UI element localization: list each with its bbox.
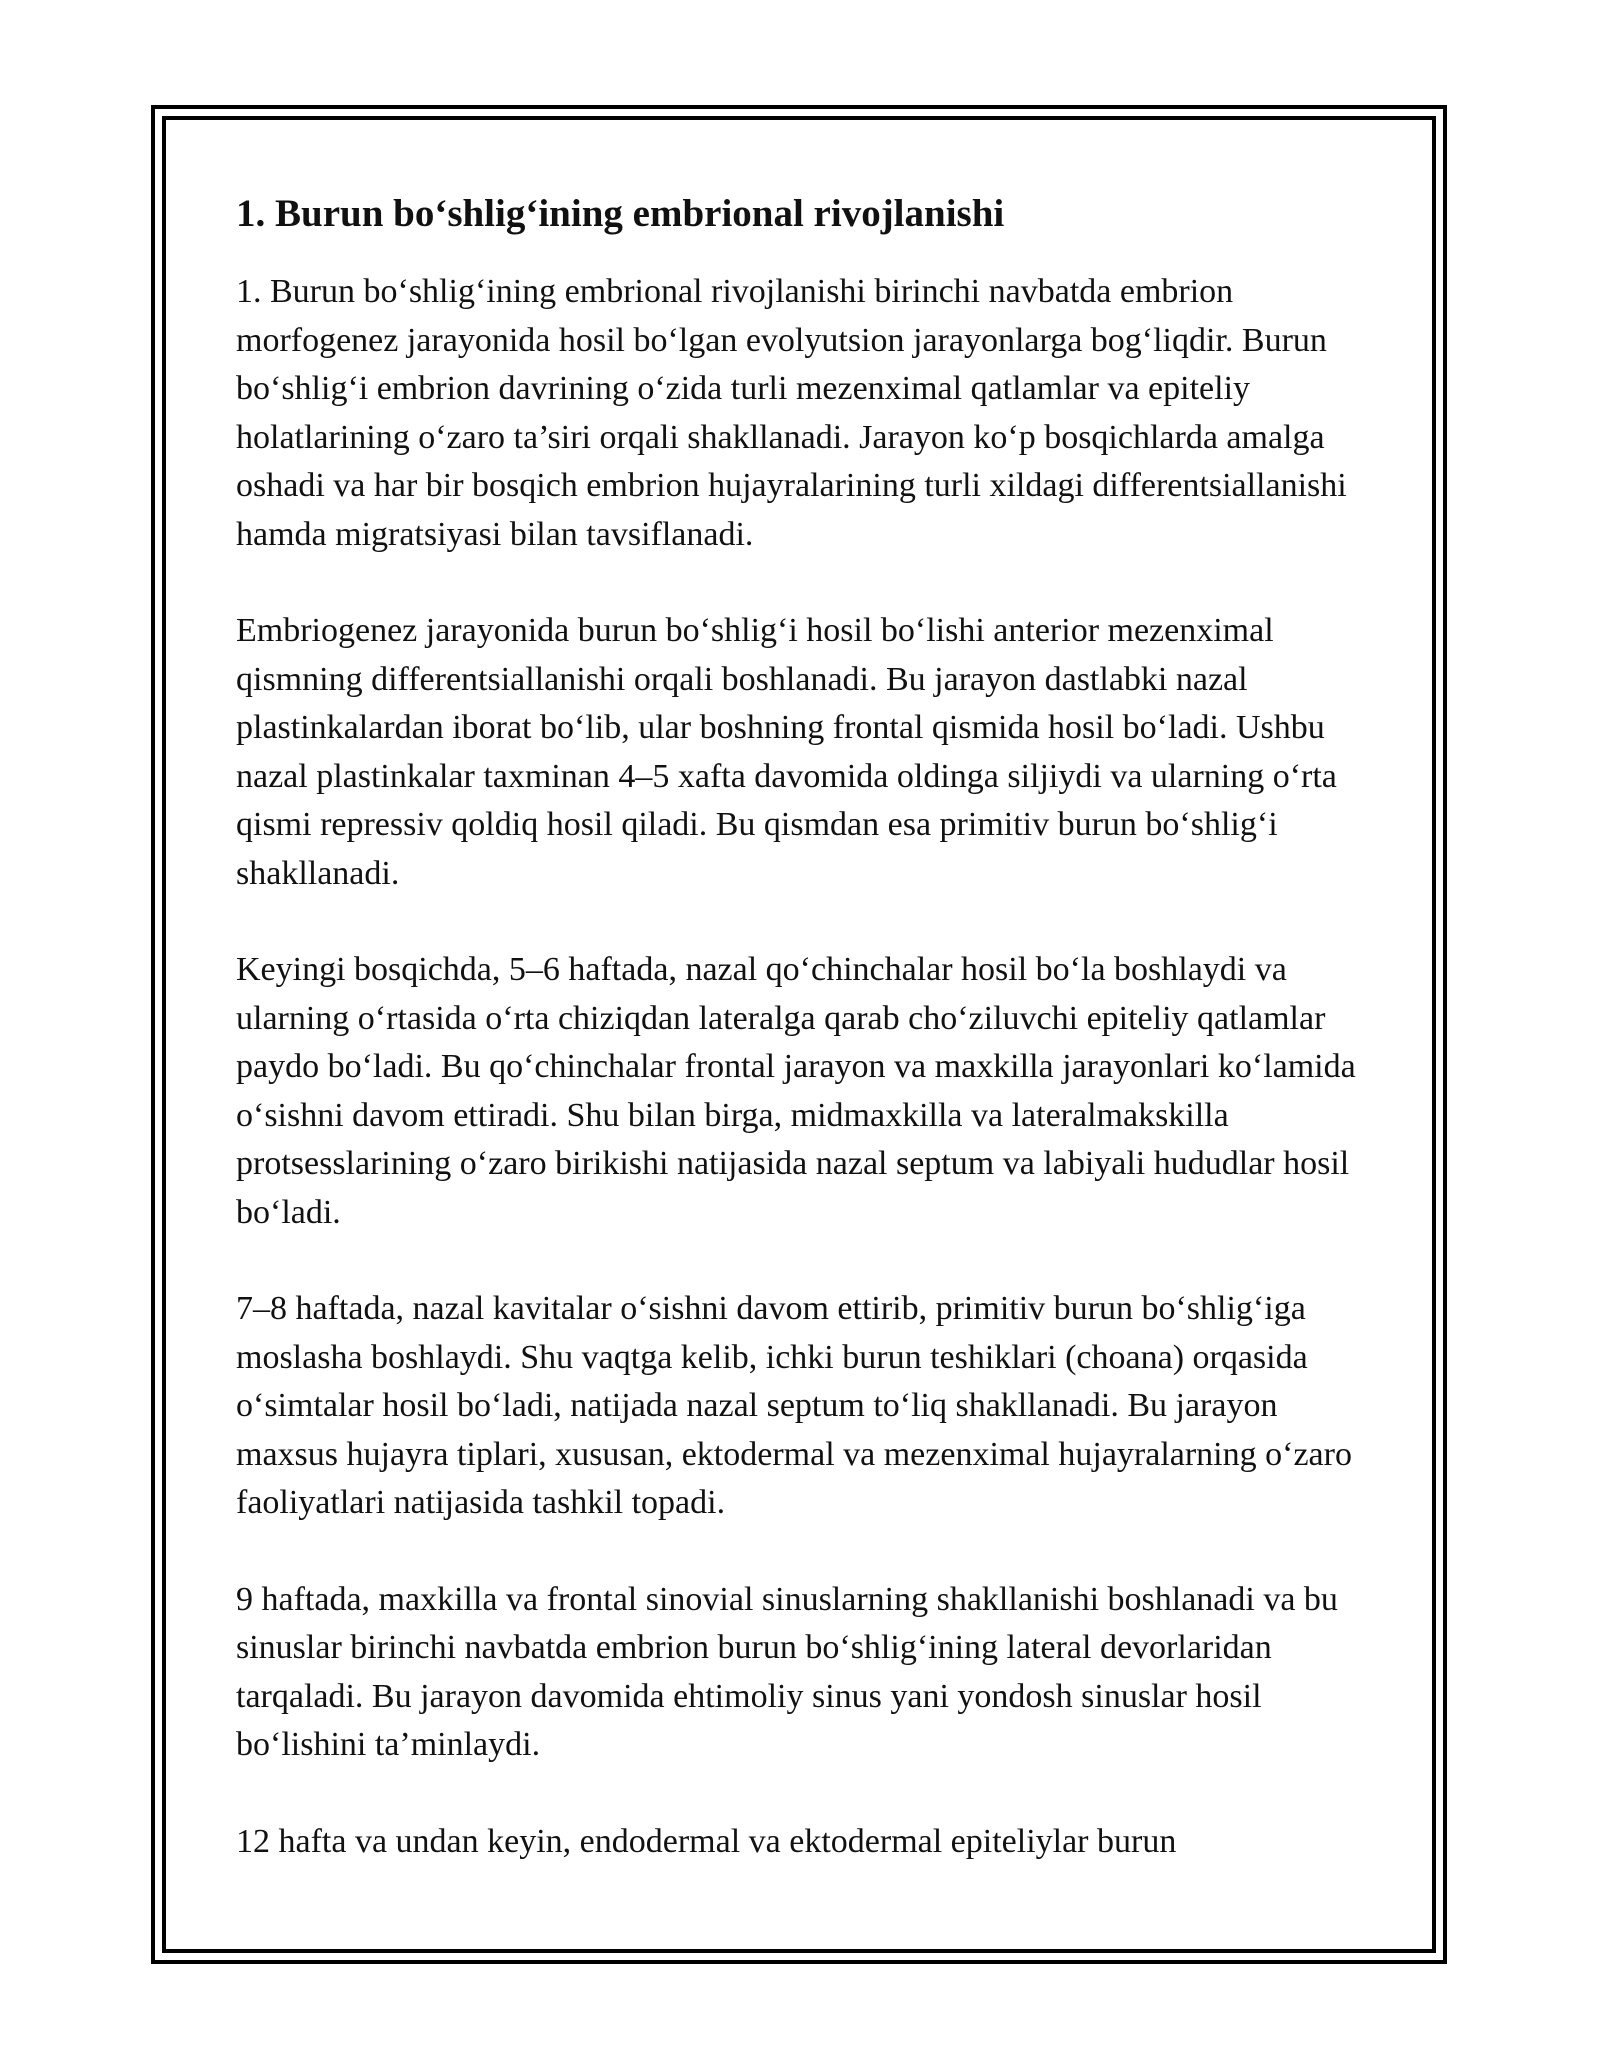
paragraph-6: 12 hafta va undan keyin, endodermal va ektodermal epiteliylar burun xyxy=(236,1822,1177,1860)
paragraph-1: 1. Burun bo‘shlig‘ining embrional rivojlanishi birinchi navbatda embrion morfogenez jarayonida hosil bo‘lgan evolyutsion jarayonlarga bog‘liqdir. Burun bo‘shlig‘i embrion davrining o‘zida turli mezenximal qatlamlar va epiteliy holatlarining o‘zaro ta’siri orqali shakllanadi. Jarayon ko‘p bosqichlarda amalga oshadi va har bir bosqich embrion hujayralarining turli xildagi differentsiallanishi hamda migratsiyasi bilan tavsiflanadi. xyxy=(236,273,1347,553)
document-body xyxy=(236,188,1366,1914)
paragraph-3: Keyingi bosqichda, 5–6 haftada, nazal qo‘chinchalar hosil bo‘la boshlaydi va ularning o‘rtasida o‘rta chiziqdan lateralga qarab cho‘ziluvchi epiteliy qatlamlar paydo bo‘ladi. Bu qo‘chinchalar frontal jarayon va maxkilla jarayonlari ko‘lamida o‘sishni davom ettiradi. Shu bilan birga, midmaxkilla va lateralmakskilla protsesslarining o‘zaro birikishi natijasida nazal septum va labiyali hududlar hosil bo‘ladi. xyxy=(236,951,1356,1231)
paragraph-5: 9 haftada, maxkilla va frontal sinovial sinuslarning shakllanishi boshlanadi va bu sinuslar birinchi navbatda embrion burun bo‘shlig‘ining lateral devorlaridan tarqaladi. Bu jarayon davomida ehtimoliy sinus yani yondosh sinuslar hosil bo‘lishini ta’minlaydi. xyxy=(236,1580,1338,1763)
section-heading: 1. Burun bo‘shlig‘ining embrional rivojlanishi xyxy=(236,192,1005,235)
paragraph-2: Embriogenez jarayonida burun bo‘shlig‘i hosil bo‘lishi anterior mezenximal qismning differentsiallanishi orqali boshlanadi. Bu jarayon dastlabki nazal plastinkalardan iborat bo‘lib, ular boshning frontal qismida hosil bo‘ladi. Ushbu nazal plastinkalar taxminan 4–5 xafta davomida oldinga siljiydi va ularning o‘rta qismi repressiv qoldiq hosil qiladi. Bu qismdan esa primitiv burun bo‘shlig‘i shakllanadi. xyxy=(236,612,1337,892)
paragraph-4: 7–8 haftada, nazal kavitalar o‘sishni davom ettirib, primitiv burun bo‘shlig‘iga moslasha boshlaydi. Shu vaqtga kelib, ichki burun teshiklari (choana) orqasida o‘simtalar hosil bo‘ladi, natijada nazal septum to‘liq shakllanadi. Bu jarayon maxsus hujayra tiplari, xususan, ektodermal va mezenximal hujayralarning o‘zaro faoliyatlari natijasida tashkil topadi. xyxy=(236,1290,1352,1521)
